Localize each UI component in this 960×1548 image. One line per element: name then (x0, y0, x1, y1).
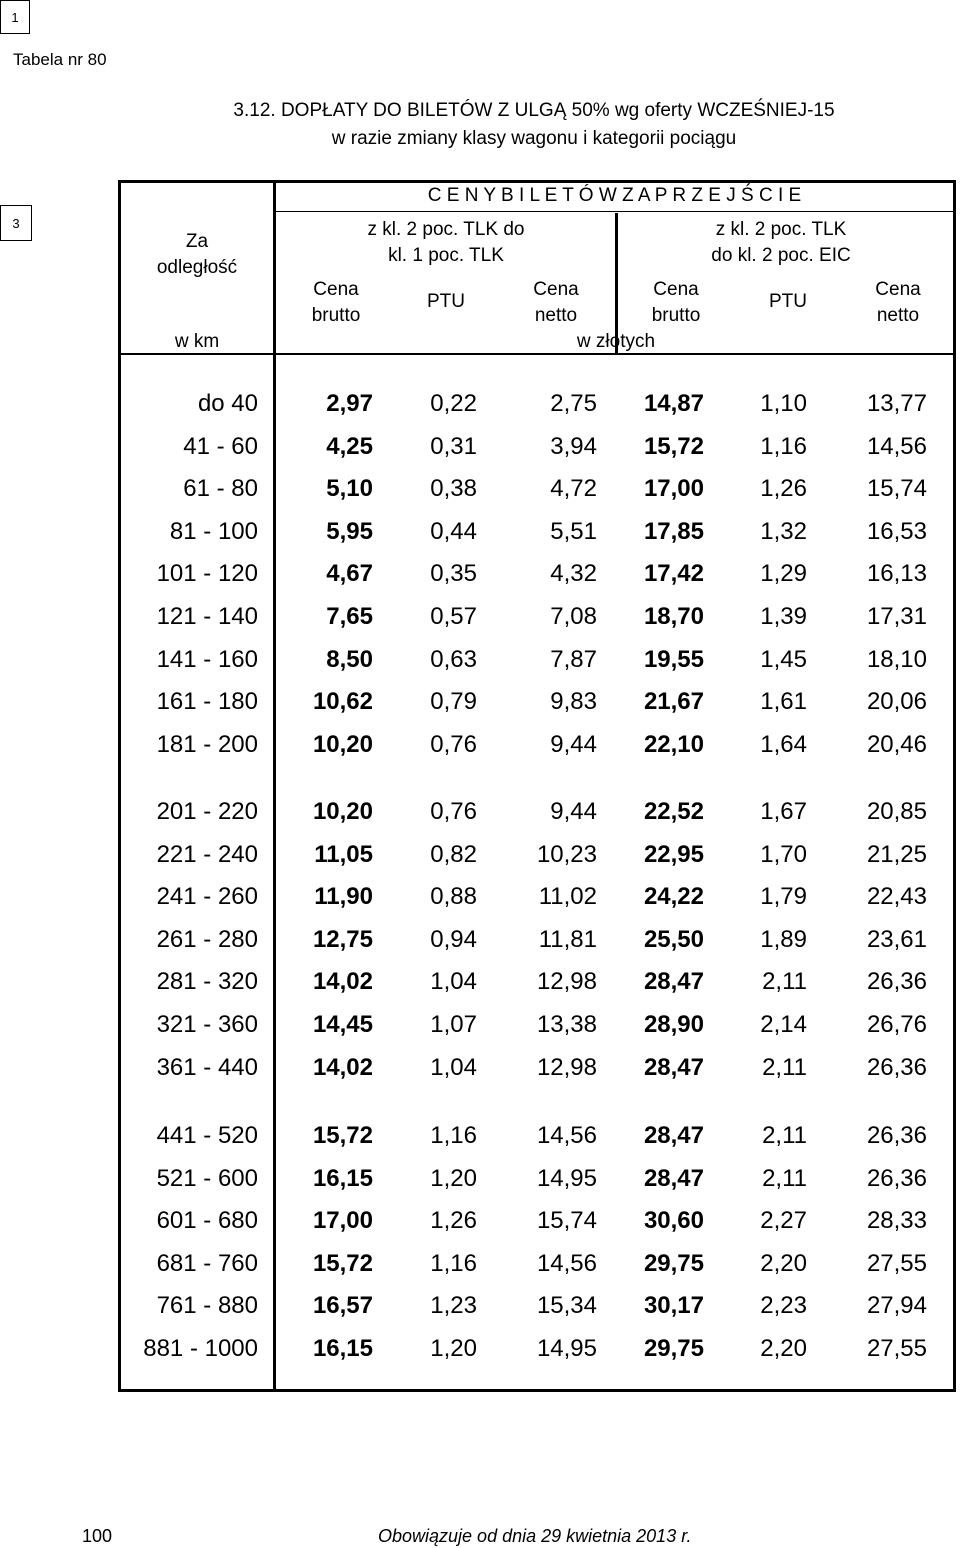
cell-cena-netto-2: 18,10 (866, 645, 927, 673)
cell-cena-netto-2: 27,55 (866, 1249, 927, 1277)
cell-cena-brutto-1: 10,62 (312, 688, 373, 716)
cell-cena-netto-2: 26,36 (866, 1164, 927, 1192)
table-title: 3.12. DOPŁATY DO BILETÓW Z ULGĄ 50% wg oferty WCZEŚNIEJ-15 (233, 100, 835, 121)
table-subtitle: w razie zmiany klasy wagonu i kategorii pociągu (331, 128, 737, 149)
cell-cena-netto-2: 26,36 (866, 1122, 927, 1149)
cell-ptu-2: 2,23 (760, 1292, 807, 1320)
cell-cena-brutto-1: 4,25 (326, 432, 373, 460)
cell-cena-netto-1: 9,44 (550, 730, 597, 758)
header-cena-netto-2b: netto (876, 305, 920, 326)
cell-ptu-1: 1,20 (430, 1335, 477, 1362)
cell-ptu-2: 1,39 (760, 603, 807, 630)
cell-cena-netto-1: 14,56 (536, 1122, 597, 1149)
cell-ptu-1: 0,57 (430, 603, 477, 630)
table-body (121, 183, 953, 1389)
cell-cena-netto-1: 3,94 (550, 432, 597, 460)
cell-distance: 181 - 200 (156, 730, 258, 758)
cell-distance: 521 - 600 (156, 1164, 258, 1192)
cell-ptu-2: 2,11 (762, 968, 807, 996)
cell-cena-netto-2: 22,43 (866, 883, 927, 911)
cell-ptu-2: 2,11 (762, 1053, 807, 1081)
cell-cena-brutto-2: 25,50 (643, 925, 704, 953)
cell-cena-brutto-1: 16,15 (312, 1164, 373, 1192)
cell-cena-netto-1: 11,81 (538, 925, 597, 953)
cell-cena-brutto-1: 8,50 (326, 645, 373, 673)
page-corner-box: 1 (0, 0, 30, 34)
cell-ptu-1: 0,38 (430, 475, 477, 503)
cell-distance: 101 - 120 (156, 560, 258, 588)
cell-ptu-1: 0,63 (430, 645, 477, 673)
header-cena-netto-1a: Cena (533, 279, 579, 300)
cell-cena-netto-2: 26,36 (866, 1053, 927, 1081)
cell-distance: do 40 (197, 390, 258, 417)
cell-ptu-1: 0,31 (430, 432, 477, 460)
footer-note: Obowiązuje od dnia 29 kwietnia 2013 r. (378, 1526, 692, 1546)
cell-cena-brutto-1: 11,05 (314, 840, 373, 868)
cell-ptu-2: 1,16 (760, 432, 807, 460)
cell-ptu-1: 0,82 (430, 840, 477, 868)
cell-cena-brutto-2: 18,70 (643, 603, 704, 630)
side-marker-box: 3 (0, 205, 32, 241)
cell-distance: 141 - 160 (156, 645, 258, 673)
header-ceny-biletow: C E N Y B I L E T Ó W Z A P R Z E J Ś C I E (427, 185, 802, 206)
cell-cena-brutto-1: 16,15 (312, 1335, 373, 1362)
cell-cena-netto-1: 4,72 (550, 475, 597, 503)
cell-cena-netto-2: 26,76 (866, 1011, 927, 1038)
cell-ptu-2: 2,11 (762, 1164, 807, 1192)
cell-cena-brutto-2: 21,67 (643, 688, 704, 716)
cell-cena-netto-1: 5,51 (550, 517, 597, 545)
cell-cena-brutto-2: 28,47 (643, 1122, 704, 1149)
cell-distance: 81 - 100 (169, 517, 258, 545)
cell-cena-netto-2: 27,55 (866, 1335, 927, 1362)
cell-cena-netto-1: 14,95 (536, 1335, 597, 1362)
cell-ptu-2: 1,70 (760, 840, 807, 868)
cell-cena-netto-2: 16,53 (866, 517, 927, 545)
cell-cena-netto-2: 13,77 (866, 390, 927, 417)
cell-ptu-1: 0,22 (430, 390, 477, 417)
cell-cena-netto-1: 10,23 (536, 840, 597, 868)
page-number: 100 (82, 1526, 113, 1546)
cell-ptu-1: 0,79 (430, 688, 477, 716)
cell-cena-netto-2: 26,36 (866, 968, 927, 996)
cell-ptu-1: 1,04 (430, 968, 477, 996)
cell-cena-brutto-2: 28,90 (643, 1011, 704, 1038)
cell-ptu-1: 0,88 (430, 883, 477, 911)
cell-cena-netto-2: 17,31 (866, 603, 927, 630)
cell-ptu-2: 1,89 (760, 925, 807, 953)
cell-ptu-2: 2,14 (760, 1011, 807, 1038)
cell-distance: 361 - 440 (156, 1053, 258, 1081)
cell-ptu-2: 2,20 (760, 1335, 807, 1362)
cell-ptu-1: 1,16 (430, 1122, 477, 1149)
group1-line2: kl. 1 poc. TLK (388, 245, 504, 266)
cell-cena-netto-2: 27,94 (866, 1292, 927, 1320)
header-w-km: w km (174, 331, 220, 352)
header-ptu-2: PTU (769, 291, 807, 312)
cell-cena-brutto-2: 17,85 (643, 517, 704, 545)
header-cena-brutto-2b: brutto (651, 305, 701, 326)
cell-cena-brutto-1: 14,45 (312, 1011, 373, 1038)
cell-cena-netto-2: 21,25 (866, 840, 927, 868)
cell-cena-netto-2: 20,85 (866, 798, 927, 825)
cell-ptu-2: 1,10 (760, 390, 807, 417)
cell-cena-netto-1: 12,98 (536, 968, 597, 996)
cell-cena-brutto-1: 7,65 (326, 603, 373, 630)
cell-cena-netto-2: 23,61 (866, 925, 927, 953)
cell-ptu-1: 1,04 (430, 1053, 477, 1081)
cell-distance: 601 - 680 (156, 1207, 258, 1235)
cell-ptu-1: 0,35 (430, 560, 477, 588)
cell-cena-netto-1: 14,56 (536, 1249, 597, 1277)
cell-ptu-2: 2,27 (760, 1207, 807, 1235)
cell-cena-netto-1: 12,98 (536, 1053, 597, 1081)
cell-cena-brutto-2: 28,47 (643, 1164, 704, 1192)
cell-cena-brutto-1: 14,02 (312, 968, 373, 996)
table-label: Tabela nr 80 (13, 50, 107, 69)
cell-cena-brutto-2: 22,52 (643, 798, 704, 825)
group2-line2: do kl. 2 poc. EIC (711, 245, 851, 266)
header-cena-netto-1b: netto (534, 305, 578, 326)
cell-cena-brutto-2: 28,47 (643, 968, 704, 996)
cell-cena-brutto-1: 10,20 (312, 730, 373, 758)
cell-ptu-2: 1,79 (760, 883, 807, 911)
header-cena-netto-2a: Cena (875, 279, 921, 300)
cell-ptu-1: 1,20 (430, 1164, 477, 1192)
cell-cena-brutto-1: 15,72 (312, 1249, 373, 1277)
header-w-zlotych: w złotych (576, 331, 656, 352)
cell-ptu-2: 1,45 (760, 645, 807, 673)
cell-cena-brutto-1: 5,95 (326, 517, 373, 545)
cell-cena-brutto-2: 15,72 (643, 432, 704, 460)
cell-ptu-1: 1,26 (430, 1207, 477, 1235)
cell-ptu-1: 0,76 (430, 798, 477, 825)
cell-ptu-2: 1,67 (760, 798, 807, 825)
cell-cena-brutto-1: 2,97 (326, 390, 373, 417)
cell-cena-brutto-1: 4,67 (326, 560, 373, 588)
cell-distance: 41 - 60 (183, 432, 258, 460)
cell-cena-brutto-2: 19,55 (643, 645, 704, 673)
cell-cena-brutto-1: 11,90 (314, 883, 373, 911)
cell-ptu-1: 1,23 (430, 1292, 477, 1320)
cell-ptu-1: 1,16 (430, 1249, 477, 1277)
cell-distance: 761 - 880 (156, 1292, 258, 1320)
cell-cena-brutto-1: 14,02 (312, 1053, 373, 1081)
cell-cena-brutto-2: 29,75 (643, 1335, 704, 1362)
header-odleglosc: odległość (156, 257, 238, 278)
cell-cena-netto-1: 13,38 (536, 1011, 597, 1038)
cell-cena-brutto-2: 28,47 (643, 1053, 704, 1081)
cell-cena-netto-2: 16,13 (866, 560, 927, 588)
cell-distance: 61 - 80 (183, 475, 258, 503)
cell-cena-brutto-2: 17,42 (643, 560, 704, 588)
header-za: Za (185, 231, 209, 252)
cell-ptu-2: 2,11 (762, 1122, 807, 1149)
group2-line1: z kl. 2 poc. TLK (715, 219, 847, 240)
cell-cena-brutto-1: 16,57 (312, 1292, 373, 1320)
cell-cena-brutto-2: 30,17 (643, 1292, 704, 1320)
cell-cena-brutto-2: 14,87 (643, 390, 704, 417)
cell-cena-netto-2: 28,33 (866, 1207, 927, 1235)
cell-cena-brutto-1: 5,10 (326, 475, 373, 503)
cell-distance: 221 - 240 (156, 840, 258, 868)
cell-cena-brutto-1: 17,00 (312, 1207, 373, 1235)
cell-distance: 881 - 1000 (143, 1335, 258, 1362)
cell-distance: 201 - 220 (156, 798, 258, 825)
header-ptu-1: PTU (427, 291, 465, 312)
cell-cena-netto-1: 15,34 (536, 1292, 597, 1320)
cell-cena-netto-2: 20,46 (866, 730, 927, 758)
cell-cena-netto-1: 2,75 (550, 390, 597, 417)
cell-ptu-2: 1,29 (760, 560, 807, 588)
cell-cena-brutto-1: 12,75 (312, 925, 373, 953)
cell-ptu-2: 1,64 (760, 730, 807, 758)
group1-line1: z kl. 2 poc. TLK do (367, 219, 525, 240)
cell-cena-brutto-2: 22,10 (643, 730, 704, 758)
cell-cena-netto-1: 7,08 (550, 603, 597, 630)
cell-cena-netto-1: 15,74 (536, 1207, 597, 1235)
cell-distance: 121 - 140 (156, 603, 258, 630)
cell-cena-brutto-2: 30,60 (643, 1207, 704, 1235)
cell-ptu-1: 0,76 (430, 730, 477, 758)
cell-cena-netto-1: 9,83 (550, 688, 597, 716)
cell-distance: 261 - 280 (156, 925, 258, 953)
cell-cena-netto-2: 14,56 (866, 432, 927, 460)
header-cena-brutto-1b: brutto (311, 305, 361, 326)
cell-cena-netto-2: 20,06 (866, 688, 927, 716)
header-cena-brutto-2a: Cena (653, 279, 699, 300)
cell-cena-brutto-1: 15,72 (312, 1122, 373, 1149)
fare-table (118, 180, 956, 1392)
cell-cena-netto-1: 11,02 (538, 883, 597, 911)
cell-ptu-1: 1,07 (430, 1011, 477, 1038)
cell-ptu-2: 1,26 (760, 475, 807, 503)
cell-distance: 161 - 180 (156, 688, 258, 716)
cell-cena-brutto-2: 22,95 (643, 840, 704, 868)
cell-cena-brutto-2: 17,00 (643, 475, 704, 503)
cell-ptu-2: 1,32 (760, 517, 807, 545)
header-cena-brutto-1a: Cena (313, 279, 359, 300)
cell-ptu-2: 1,61 (760, 688, 807, 716)
cell-ptu-2: 2,20 (760, 1249, 807, 1277)
cell-ptu-1: 0,94 (430, 925, 477, 953)
cell-distance: 241 - 260 (156, 883, 258, 911)
cell-cena-netto-1: 7,87 (550, 645, 597, 673)
cell-distance: 441 - 520 (156, 1122, 258, 1149)
cell-cena-netto-2: 15,74 (866, 475, 927, 503)
cell-distance: 681 - 760 (156, 1249, 258, 1277)
cell-cena-netto-1: 14,95 (536, 1164, 597, 1192)
cell-distance: 321 - 360 (156, 1011, 258, 1038)
cell-cena-brutto-2: 29,75 (643, 1249, 704, 1277)
cell-distance: 281 - 320 (156, 968, 258, 996)
cell-cena-netto-1: 9,44 (550, 798, 597, 825)
cell-cena-netto-1: 4,32 (550, 560, 597, 588)
cell-cena-brutto-1: 10,20 (312, 798, 373, 825)
cell-cena-brutto-2: 24,22 (643, 883, 704, 911)
cell-ptu-1: 0,44 (430, 517, 477, 545)
